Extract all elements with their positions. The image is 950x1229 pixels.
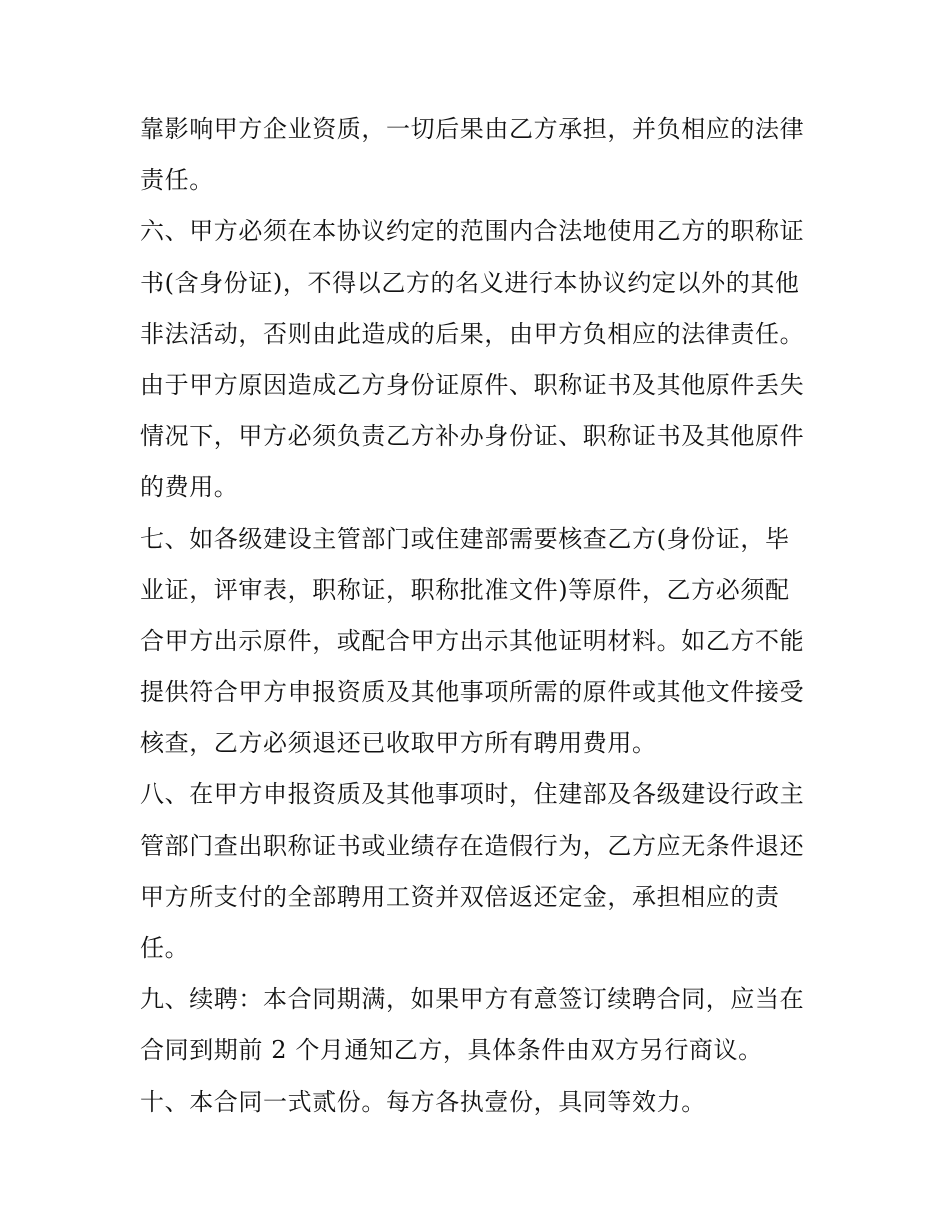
text-line: 由于甲方原因造成乙方身份证原件、职称证书及其他原件丢失 [140,370,805,399]
text-line: 合甲方出示原件，或配合甲方出示其他证明材料。如乙方不能 [140,626,805,655]
text-line: 提供符合甲方申报资质及其他事项所需的原件或其他文件接受 [140,678,805,707]
text-line: 十、本合同一式贰份。每方各执壹份，具同等效力。 [140,1087,706,1116]
text-line: 六、甲方必须在本协议约定的范围内合法地使用乙方的职称证 [140,217,805,246]
text-line: 责任。 [140,166,214,195]
text-line: 任。 [140,934,190,962]
text-line: 九、续聘：本合同期满，如果甲方有意签订续聘合同，应当在 [140,985,805,1014]
text-line: 的费用。 [140,473,239,502]
contract-text [140,104,820,1128]
text-line: 管部门查出职称证书或业绩存在造假行为，乙方应无条件退还 [140,831,805,860]
text-line: 七、如各级建设主管部门或住建部需要核查乙方(身份证，毕 [140,524,790,553]
text-line: 非法活动，否则由此造成的后果，由甲方负相应的法律责任。 [140,319,805,348]
text-line: 情况下，甲方必须负责乙方补办身份证、职称证书及其他原件 [140,422,805,451]
text-line: 业证，评审表，职称证，职称批准文件)等原件，乙方必须配 [140,575,790,604]
text-line: 靠影响甲方企业资质，一切后果由乙方承担，并负相应的法律 [140,115,805,143]
text-line: 八、在甲方申报资质及其他事项时，住建部及各级建设行政主 [140,780,805,809]
text-line: 核查，乙方必须退还已收取甲方所有聘用费用。 [140,729,657,758]
text-line: 合同到期前 2 个月通知乙方，具体条件由双方另行商议。 [140,1036,763,1065]
text-line: 书(含身份证)，不得以乙方的名义进行本协议约定以外的其他 [140,268,800,297]
text-line: 甲方所支付的全部聘用工资并双倍返还定金，承担相应的责 [140,882,780,911]
